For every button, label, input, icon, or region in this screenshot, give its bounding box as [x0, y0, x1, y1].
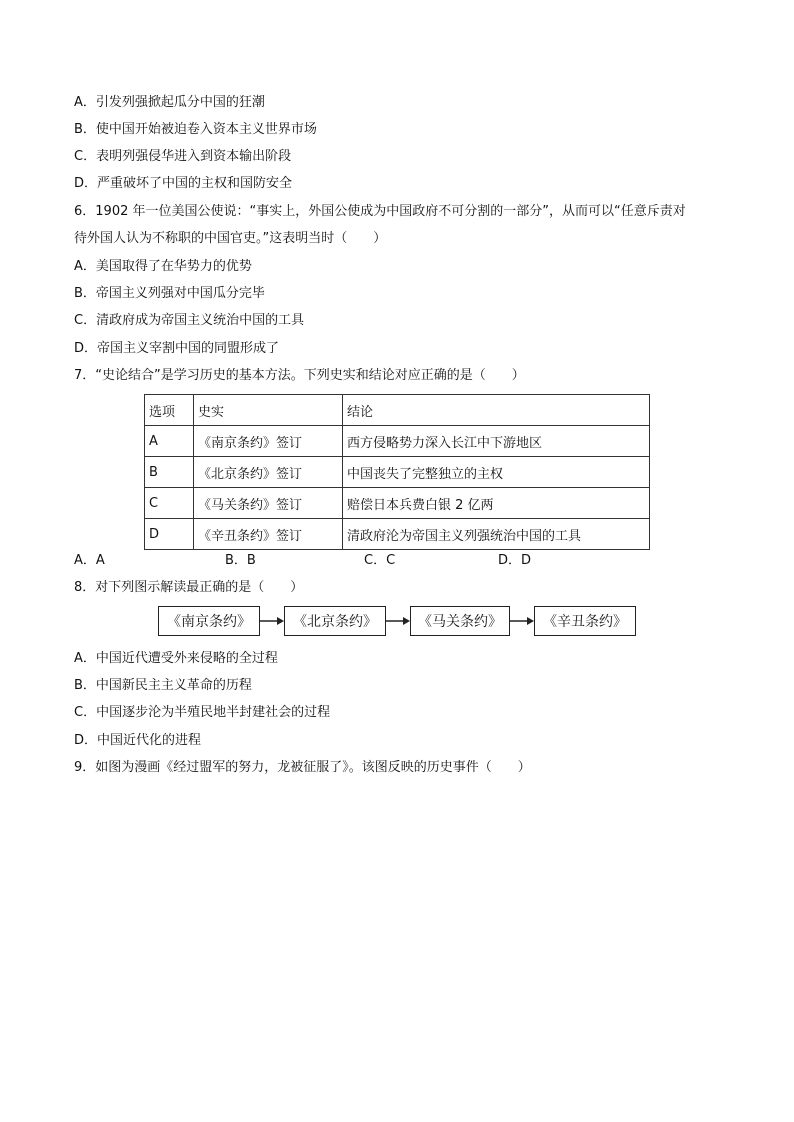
- q5-option-d: D．严重破坏了中国的主权和国防安全: [74, 176, 293, 191]
- q5-option-b: B．使中国开始被迫卷入资本主义世界市场: [74, 122, 317, 137]
- table-cell: C: [145, 488, 194, 519]
- table-cell: D: [145, 519, 194, 550]
- table-header-cell: 史实: [194, 395, 343, 426]
- q6-option-c: C．清政府成为帝国主义统治中国的工具: [74, 313, 305, 328]
- q6-stem-line1: 6．1902 年一位美国公使说：“事实上，外国公使成为中国政府不可分割的一部分”，从而可以“任意斥责对: [74, 204, 686, 219]
- q7-choice-b: B．B: [225, 553, 256, 568]
- q7-table: [144, 394, 650, 550]
- flow-box-beijing: 《北京条约》: [284, 606, 386, 636]
- q7-choice-d: D．D: [498, 553, 532, 568]
- table-cell: 《马关条约》签订: [194, 488, 343, 519]
- table-header-cell: 结论: [343, 395, 650, 426]
- q8-stem: 8．对下列图示解读最正确的是（ ）: [74, 580, 304, 595]
- q8-option-c: C．中国逐步沦为半殖民地半封建社会的过程: [74, 705, 331, 720]
- table-header-row: [145, 395, 650, 426]
- table-row: [145, 488, 650, 519]
- q6-option-b: B．帝国主义列强对中国瓜分完毕: [74, 286, 265, 301]
- table-cell: A: [145, 426, 194, 457]
- flow-box-xinchou: 《辛丑条约》: [534, 606, 636, 636]
- treaty-flow-diagram: [158, 606, 638, 638]
- q8-option-b: B．中国新民主主义革命的历程: [74, 678, 252, 693]
- q5-option-c: C．表明列强侵华进入到资本输出阶段: [74, 149, 292, 164]
- table-row: [145, 519, 650, 550]
- q7-choices: [74, 552, 674, 570]
- table-cell: 西方侵略势力深入长江中下游地区: [343, 426, 650, 457]
- table-row: [145, 457, 650, 488]
- q5-option-a: A．引发列强掀起瓜分中国的狂潮: [74, 95, 265, 110]
- table-cell: 《辛丑条约》签订: [194, 519, 343, 550]
- q6-stem-line2: 待外国人认为不称职的中国官吏。”这表明当时（ ）: [74, 231, 387, 246]
- table-cell: B: [145, 457, 194, 488]
- table-cell: 清政府沦为帝国主义列强统治中国的工具: [343, 519, 650, 550]
- flow-box-maguan: 《马关条约》: [410, 606, 510, 636]
- table-cell: 《南京条约》签订: [194, 426, 343, 457]
- table-cell: 中国丧失了完整独立的主权: [343, 457, 650, 488]
- q6-option-a: A．美国取得了在华势力的优势: [74, 259, 252, 274]
- q7-choice-a: A．A: [74, 553, 105, 568]
- q6-option-d: D．帝国主义宰割中国的同盟形成了: [74, 341, 280, 356]
- arrow-right-icon: [510, 615, 534, 627]
- table-cell: 《北京条约》签订: [194, 457, 343, 488]
- table-cell: 赔偿日本兵费白银 2 亿两: [343, 488, 650, 519]
- arrow-right-icon: [260, 615, 284, 627]
- flow-box-nanjing: 《南京条约》: [158, 606, 260, 636]
- table-row: [145, 426, 650, 457]
- q8-option-a: A．中国近代遭受外来侵略的全过程: [74, 651, 278, 666]
- q8-option-d: D．中国近代化的进程: [74, 733, 202, 748]
- q7-stem: 7．“史论结合”是学习历史的基本方法。下列史实和结论对应正确的是（ ）: [74, 368, 525, 383]
- arrow-right-icon: [386, 615, 410, 627]
- q9-stem: 9．如图为漫画《经过盟军的努力，龙被征服了》。该图反映的历史事件（ ）: [74, 760, 531, 775]
- q7-choice-c: C．C: [364, 553, 396, 568]
- table-header-cell: 选项: [145, 395, 194, 426]
